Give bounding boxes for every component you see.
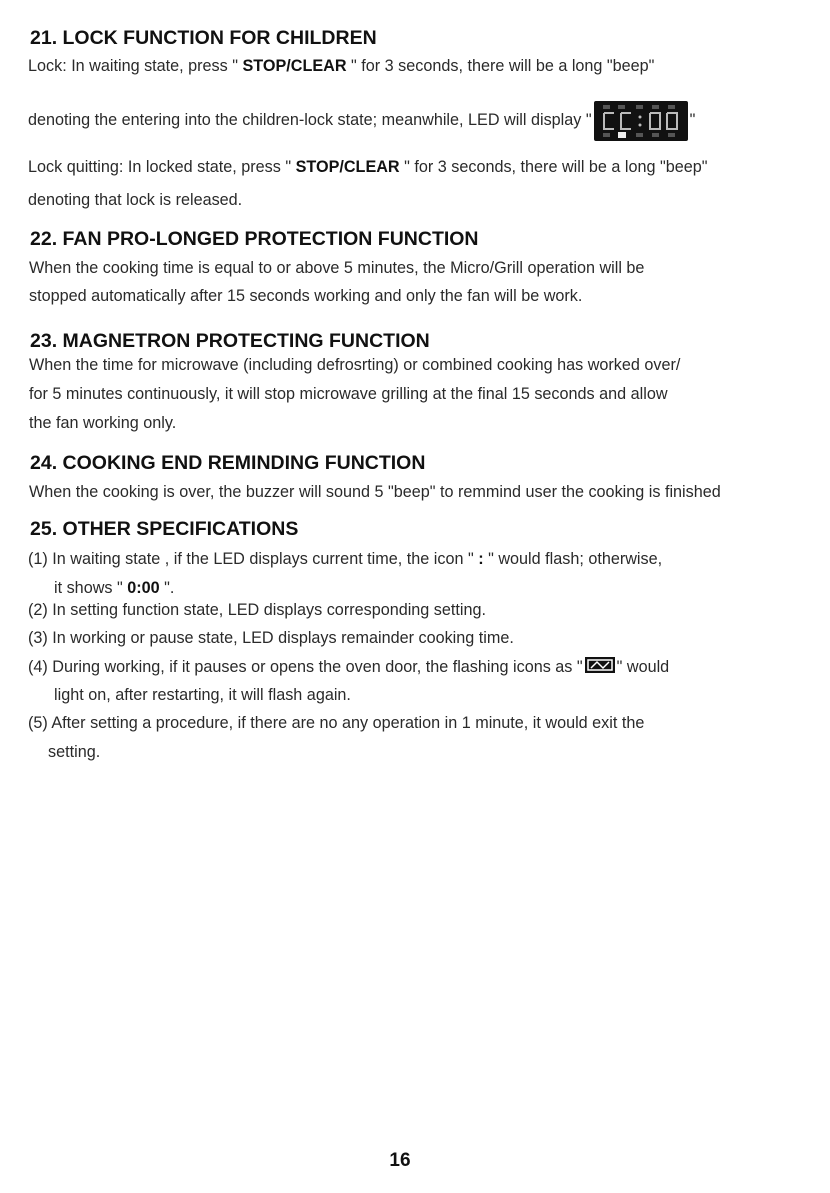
s25-item-5-cont: setting. (48, 743, 101, 761)
s22-line-1: When the cooking time is equal to or above 5 minutes, the Micro/Grill operation will be (29, 259, 645, 277)
s21-line-2: denoting the entering into the children-lock state; meanwhile, LED will display " " (28, 98, 695, 142)
section-23-title: 23. MAGNETRON PROTECTING FUNCTION (30, 330, 430, 352)
s25-item-3: (3) In working or pause state, LED displays remainder cooking time. (28, 629, 514, 647)
s21-line-1: Lock: In waiting state, press " STOP/CLEAR " for 3 seconds, there will be a long "beep" (28, 57, 655, 75)
s23-line-1: When the time for microwave (including defrosrting) or combined cooking has worked over/ (29, 356, 681, 374)
s23-line-3: the fan working only. (29, 414, 177, 432)
s25-item-1: (1) In waiting state , if the LED displays current time, the icon " : " would flash; otherwise, (28, 550, 663, 568)
s25-item-5: (5) After setting a procedure, if there are no any operation in 1 minute, it would exit the (28, 714, 645, 732)
s21-line-4: denoting that lock is released. (28, 191, 243, 209)
s23-line-2: for 5 minutes continuously, it will stop microwave grilling at the final 15 seconds and allow (29, 385, 668, 403)
s25-item-1-cont: it shows " 0:00 ". (54, 579, 175, 597)
oven-icon (585, 657, 615, 678)
s24-line-1: When the cooking is over, the buzzer will sound 5 "beep" to remmind user the cooking is finished (29, 483, 721, 501)
page-number: 16 (389, 1150, 411, 1171)
section-22-title: 22. FAN PRO-LONGED PROTECTION FUNCTION (30, 228, 479, 250)
lock-display-icon (594, 101, 688, 141)
s25-item-2: (2) In setting function state, LED displays corresponding setting. (28, 601, 486, 619)
s21-line-3: Lock quitting: In locked state, press " STOP/CLEAR " for 3 seconds, there will be a long "beep" (28, 158, 708, 176)
s22-line-2: stopped automatically after 15 seconds working and only the fan will be work. (29, 287, 583, 305)
section-25-title: 25. OTHER SPECIFICATIONS (30, 518, 299, 540)
s25-item-4: (4) During working, if it pauses or opens the oven door, the flashing icons as " " would (28, 657, 669, 678)
s25-item-4-cont: light on, after restarting, it will flash again. (54, 686, 351, 704)
section-21-title: 21. LOCK FUNCTION FOR CHILDREN (30, 27, 377, 49)
section-24-title: 24. COOKING END REMINDING FUNCTION (30, 452, 426, 474)
